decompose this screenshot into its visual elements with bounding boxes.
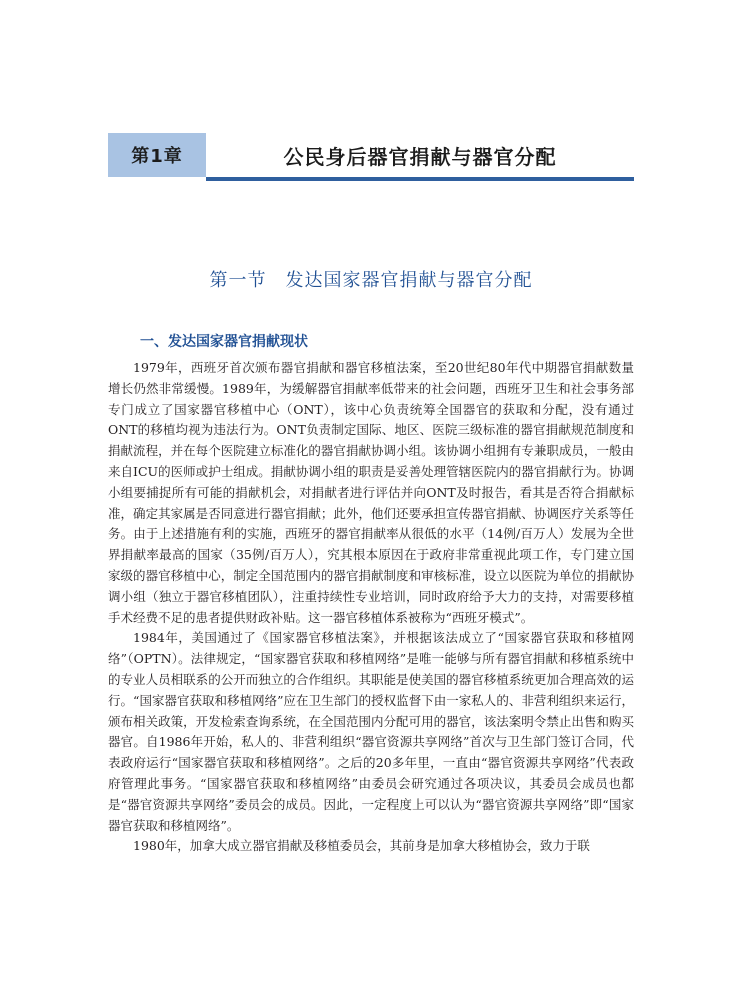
chapter-title: 公民身后器官捐献与器官分配 [283,144,557,169]
paragraph-canada: 1980年，加拿大成立器官捐献及移植委员会，其前身是加拿大移植协会，致力于联 [133,838,590,854]
body-text [108,358,634,857]
chapter-label: 第1章 [131,146,183,167]
chapter-title-underline [206,177,634,181]
subsection-title: 一、发达国家器官捐献现状 [140,334,308,350]
paragraph-spain: 1979年，西班牙首次颁布器官捐献和器官移植法案，至20世纪80年代中期器官捐献数量增长仍然非常缓慢。1989年，为缓解器官捐献率低带来的社会问题，西班牙卫生和社会事务部专门成立了国家器官移植中心（ONT），该中心负责统筹全国器官的获取和分配，没有通过ONT的移植均视为违法行为。ONT负责制定国际、地区、医院三级标准的器官捐献规范制度和捐献流程，并在每个医院建立标准化的器官捐献协调小组。该协调小组拥有专兼职成员，一般由来自ICU的医师或护士组成。捐献协调小组的职责是妥善处理管辖医院内的器官捐献行为。协调小组要捕捉所有可能的捐献机会，对捐献者进行评估并向ONT及时报告，看其是否符合捐献标准，确定其家属是否同意进行器官捐献；此外，他们还要承担宣传器官捐献、协调医疗关系等任务。由于上述措施有利的实施，西班牙的器官捐献率从很低的水平（14例/百万人）发展为全世界捐献率最高的国家（35例/百万人），究其根本原因在于政府非常重视此项工作，专门建立国家级的器官移植中心，制定全国范围内的器官捐献制度和审核标准，设立以医院为单位的捐献协调小组（独立于器官移植团队），注重持续性专业培训，同时政府给予大力的支持，对需要移植手术经费不足的患者提供财政补贴。这一器官移植体系被称为“西班牙模式”。 [108,360,634,625]
chapter-header [108,133,634,181]
paragraph-usa: 1984年，美国通过了《国家器官移植法案》，并根据该法成立了“国家器官获取和移植网络”（OPTN）。法律规定，“国家器官获取和移植网络”是唯一能够与所有器官捐献和移植系统中的专业人员相联系的公开而独立的合作组织。其职能是使美国的器官移植系统更加合理高效的运行。“国家器官获取和移植网络”应在卫生部门的授权监督下由一家私人的、非营利组织来运行，颁布相关政策，开发检索查询系统，在全国范围内分配可用的器官，该法案明令禁止出售和购买器官。自1986年开始，私人的、非营利组织“器官资源共享网络”首次与卫生部门签订合同，代表政府运行“国家器官获取和移植网络”。之后的20多年里，一直由“器官资源共享网络”代表政府管理此事务。“国家器官获取和移植网络”由委员会研究通过各项决议，其委员会成员也都是“器官资源共享网络”委员会的成员。因此，一定程度上可以认为“器官资源共享网络”即“国家器官获取和移植网络”。 [108,630,634,833]
section-title: 第一节 发达国家器官捐献与器官分配 [209,270,533,291]
chapter-label-box [108,133,206,177]
